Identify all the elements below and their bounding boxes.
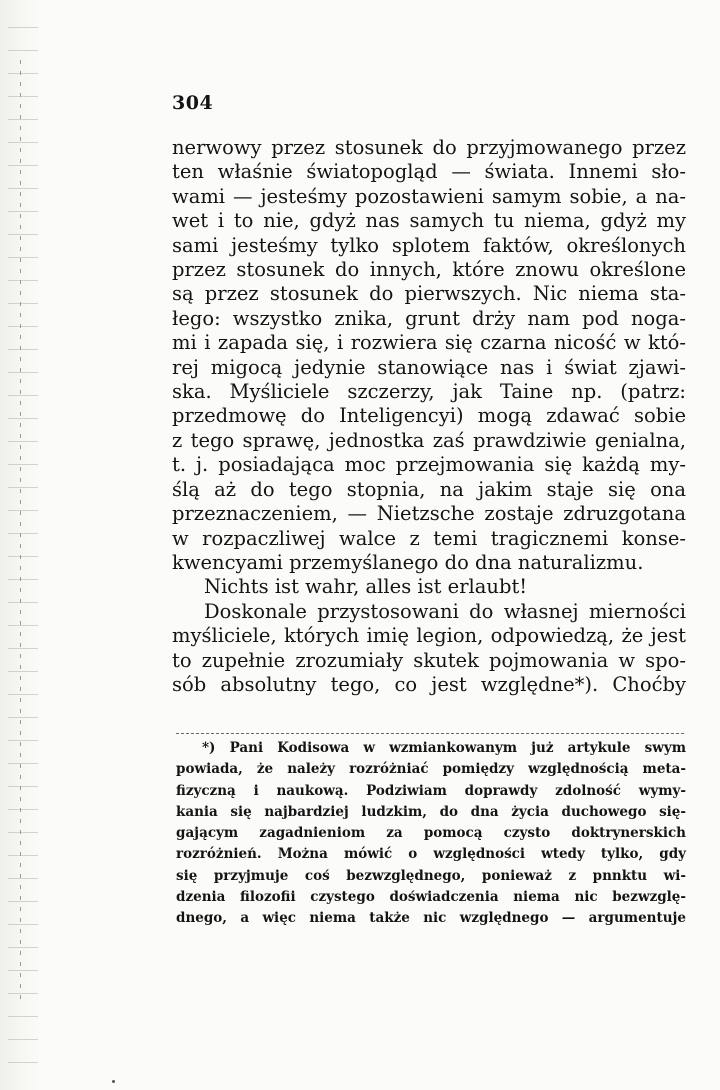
gutter-scan-marks	[8, 20, 38, 1080]
text-line: wet i to nie, gdyż nas samych tu niema, gdyż my	[172, 209, 686, 233]
footnote-line: rozróżnień. Można mówić o względności wtedy tylko, gdy	[176, 846, 686, 863]
footnote-line: gającym zagadnieniom za pomocą czysto doktrynerskich	[176, 825, 686, 842]
page-gutter	[0, 0, 40, 1090]
text-line: to zupełnie zrozumiały skutek pojmowania w spo-	[172, 648, 686, 672]
footnote-line: kania się najbardziej ludzkim, do dna życia duchowego się-	[176, 803, 686, 820]
footnote-line: dzenia filozofii czystego doświadczenia niema nic bezwzglę-	[176, 889, 686, 906]
text-line: kwencyami przemyślanego do dna naturalizmu.	[172, 550, 644, 574]
text-line: z tego sprawę, jednostka zaś prawdziwie genialna,	[172, 428, 686, 452]
footnote-line: dnego, a więc niema także nic względnego — argumentuje	[176, 910, 686, 927]
text-line: Nichts ist wahr, alles ist erlaubt!	[204, 575, 528, 599]
main-text-block	[172, 136, 686, 697]
scan-speck	[112, 1080, 115, 1083]
text-line: są przez stosunek do pierwszych. Nic niema sta-	[172, 282, 686, 306]
text-line: nerwowy przez stosunek do przyjmowanego przez	[172, 136, 686, 159]
text-line: ślą aż do tego stopnia, na jakim staje się ona	[172, 477, 686, 501]
footnote-line: powiada, że należy rozróżniać pomiędzy względnością meta-	[176, 761, 686, 778]
text-line: t. j. posiadająca moc przejmowania się każdą my-	[172, 453, 686, 477]
footnote-line: fizyczną i naukową. Podziwiam doprawdy zdolność wymy-	[176, 782, 686, 799]
text-line: ska. Myśliciele szczerzy, jak Taine np. (patrz:	[172, 380, 686, 404]
footnote-line: *) Pani Kodisowa w wzmiankowanym już artykule swym	[202, 740, 686, 756]
text-line: przez stosunek do innych, które znowu określone	[172, 258, 686, 282]
footnote-line: się przyjmuje coś bezwzględnego, ponieważ z pnnktu wi-	[176, 867, 686, 884]
text-line: sami jesteśmy tylko splotem faktów, określonych	[172, 233, 686, 257]
text-line: w rozpaczliwej walce z temi tragicznemi konse-	[172, 526, 686, 550]
text-line: sób absolutny tego, co jest względne*). Choćby	[172, 672, 686, 696]
text-line: Doskonale przystosowani do własnej mierności	[204, 599, 686, 623]
text-line: mi i zapada się, i rozwiera się czarna nicość w któ-	[172, 331, 686, 355]
text-line: myśliciele, których imię legion, odpowiedzą, że jest	[172, 624, 686, 648]
text-line: wami — jesteśmy pozostawieni samym sobie, a na-	[172, 184, 686, 208]
gutter-fold-line	[20, 60, 21, 1000]
footnote-block	[176, 738, 686, 930]
text-line: przedmowę do Inteligencyi) mogą zdawać sobie	[172, 404, 686, 428]
text-line: ten właśnie światopogląd — świata. Innemi sło-	[172, 160, 686, 184]
text-line: przeznaczeniem, — Nietzsche zostaje zdruzgotana	[172, 502, 686, 526]
text-line: rej migocą jedynie stanowiące nas i świat zjawi-	[172, 355, 686, 379]
footnote-separator	[176, 733, 684, 734]
text-line: łego: wszystko znika, grunt drży nam pod noga-	[172, 306, 686, 330]
page-number: 304	[172, 92, 214, 114]
